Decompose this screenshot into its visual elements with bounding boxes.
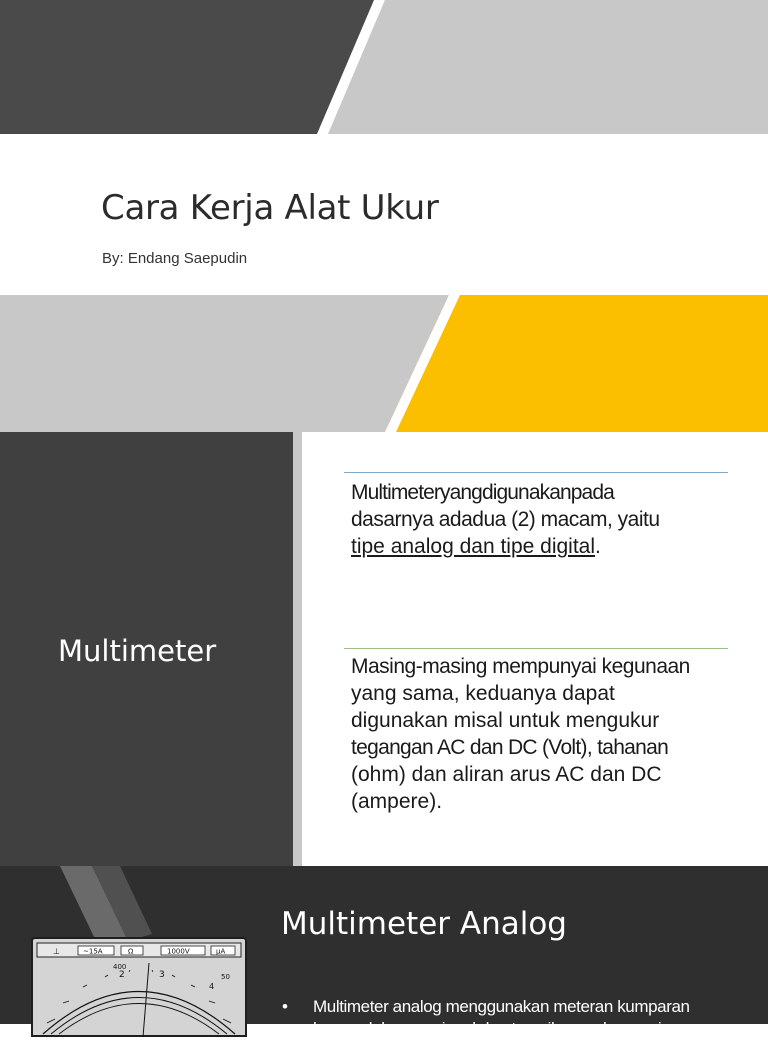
- top-decorative-band: [0, 0, 768, 134]
- bottom-decorative-band: [0, 295, 768, 432]
- meter-scale-label: 2: [119, 970, 125, 980]
- meter-scale-label: 4: [209, 982, 215, 991]
- slide-subtitle: By: Endang Saepudin: [102, 250, 248, 267]
- paragraph-line: dasarnya adadua (2) macam, yaitu: [351, 508, 660, 531]
- period-text: .: [595, 535, 601, 558]
- title-slide: [0, 0, 768, 432]
- paragraph-line: Multimeteryangdigunakanpada: [351, 481, 614, 504]
- meter-scale-label: 50: [221, 973, 230, 981]
- blue-rule-line: [344, 472, 728, 473]
- paragraph-line: yang sama, keduanya dapat: [351, 682, 615, 705]
- paragraph-types: [351, 479, 728, 560]
- meter-label-ua: μA: [216, 947, 226, 956]
- bullet-list: [282, 996, 722, 1040]
- section-heading: Multimeter Analog: [281, 906, 567, 942]
- slide-title: Cara Kerja Alat Ukur: [101, 188, 439, 228]
- meter-scale-label: 400: [113, 963, 127, 971]
- paragraph-line: tegangan AC dan DC (Volt), tahanan: [351, 736, 669, 759]
- bullet-icon: •: [282, 997, 288, 1016]
- left-heading-panel: [0, 432, 293, 866]
- paragraph-line: (ohm) dan aliran arus AC dan DC: [351, 763, 662, 786]
- dark-gray-parallelogram: [0, 0, 768, 134]
- meter-face-icon: [33, 939, 245, 1037]
- paragraph-line: [351, 533, 728, 560]
- meter-scale-label: 3: [159, 970, 165, 980]
- paragraph-line: Masing-masing mempunyai kegunaan: [351, 655, 690, 678]
- section-heading: Multimeter: [58, 634, 217, 668]
- meter-label-range-a: ~15A: [83, 947, 103, 956]
- paragraph-usage: [351, 653, 728, 815]
- gray-parallelogram: [0, 295, 768, 432]
- list-item: [282, 996, 722, 1040]
- panel-divider: [293, 432, 302, 866]
- meter-label-ohm: Ω: [128, 947, 134, 956]
- meter-label-range-v: 1000V: [167, 947, 190, 956]
- multimeter-slide: [0, 432, 768, 866]
- analog-multimeter-image: [31, 937, 247, 1037]
- svg-text:⊥: ⊥: [53, 947, 60, 956]
- underlined-text: tipe analog dan tipe digital: [351, 535, 596, 558]
- multimeter-analog-slide: [0, 866, 768, 1038]
- paragraph-line: (ampere).: [351, 790, 443, 813]
- green-rule-line: [344, 648, 728, 649]
- paragraph-line: digunakan misal untuk mengukur: [351, 709, 660, 732]
- bullet-text: Multimeter analog menggunakan meteran kumparan bergerak konvensional dan tampilannya berupa jarum: [313, 997, 699, 1038]
